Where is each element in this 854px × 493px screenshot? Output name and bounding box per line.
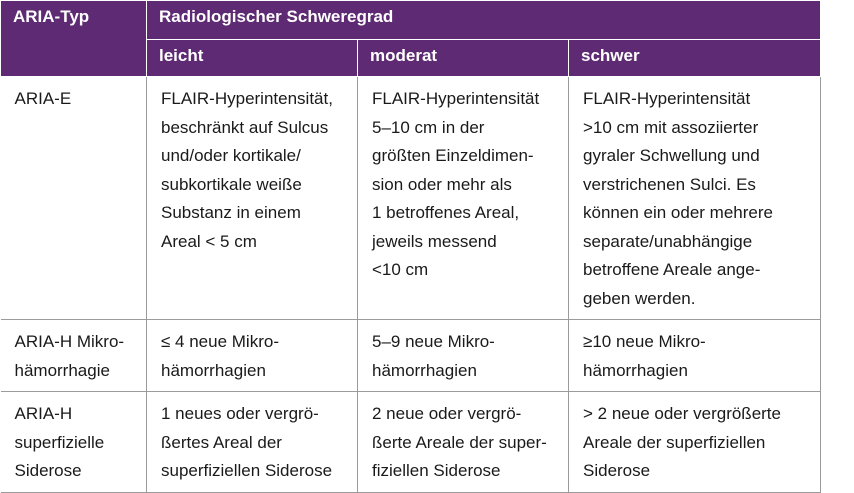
cell-schwer: FLAIR-Hyperintensität >10 cm mit assoziierter gyraler Schwellung und verstrichenen Sulci. Es können ein oder mehrere separate/unabhängige betroffene Areale ange- geben werden. [569, 77, 821, 320]
table-row [1, 392, 821, 493]
cell-schwer: ≥10 neue Mikro- hämorrhagien [569, 320, 821, 392]
header-row-top [1, 1, 821, 40]
cell-moderat: 2 neue oder vergrö- ßerte Areale der super- fiziellen Siderose [358, 392, 569, 493]
cell-moderat: FLAIR-Hyperintensität 5–10 cm in der größten Einzeldimen- sion oder mehr als 1 betroffenes Areal, jeweils messend <10 cm [358, 77, 569, 320]
table-header [1, 1, 821, 77]
cell-schwer: > 2 neue oder vergrößerte Areale der superfiziellen Siderose [569, 392, 821, 493]
cell-leicht: FLAIR-Hyperintensität, beschränkt auf Sulcus und/oder kortikale/ subkortikale weiße Substanz in einem Areal < 5 cm [147, 77, 358, 320]
header-aria-type: ARIA-Typ [1, 1, 147, 77]
table-row [1, 77, 821, 320]
cell-aria-type: ARIA-H superfizielle Siderose [1, 392, 147, 493]
cell-moderat: 5–9 neue Mikro- hämorrhagien [358, 320, 569, 392]
header-level-schwer: schwer [569, 40, 821, 77]
cell-aria-type: ARIA-E [1, 77, 147, 320]
cell-aria-type: ARIA-H Mikro- hämorrhagie [1, 320, 147, 392]
table-body [1, 77, 821, 493]
cell-leicht: ≤ 4 neue Mikro- hämorrhagien [147, 320, 358, 392]
header-level-leicht: leicht [147, 40, 358, 77]
cell-leicht: 1 neues oder vergrö- ßertes Areal der superfiziellen Siderose [147, 392, 358, 493]
header-level-moderat: moderat [358, 40, 569, 77]
header-severity-group: Radiologischer Schweregrad [147, 1, 821, 40]
table-row [1, 320, 821, 392]
